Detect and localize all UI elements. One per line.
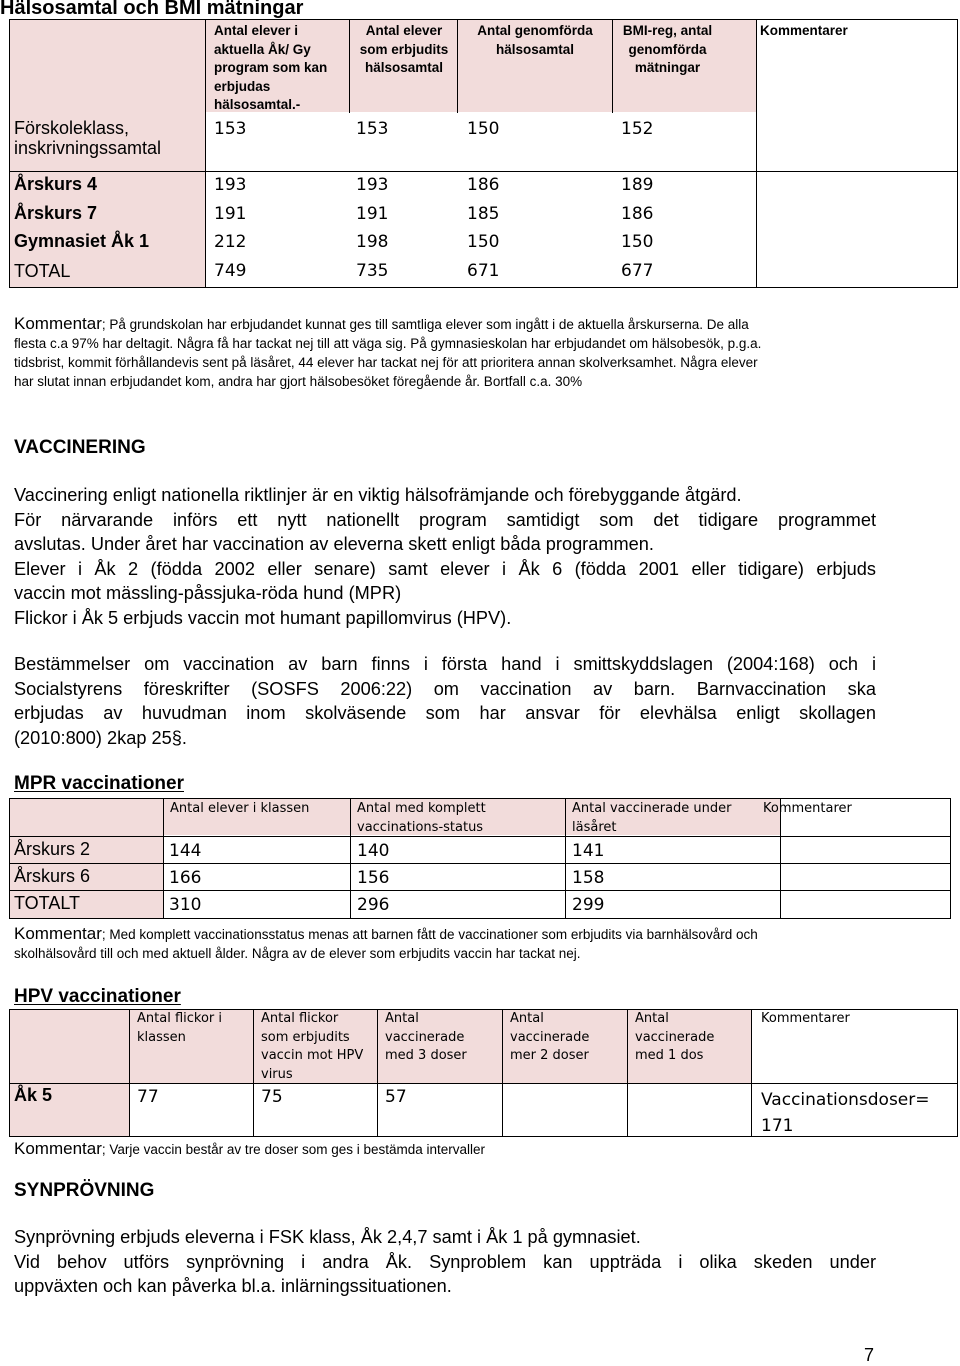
paragraph-line: (2010:800) 2kap 25§. bbox=[14, 727, 187, 748]
page-number: 7 bbox=[864, 1345, 875, 1365]
bmi-comment bbox=[14, 314, 876, 391]
bmi-cell: 677 bbox=[621, 261, 654, 281]
comment-keyword: Kommentar bbox=[14, 314, 102, 333]
comment-text: har slutat innan erbjudandet kom, andra har gjort hälsobesöket föregående år. Bortfall c.a. 30% bbox=[14, 374, 583, 389]
bmi-cell: 671 bbox=[467, 261, 500, 281]
bmi-cell: 749 bbox=[214, 261, 247, 281]
paragraph-line: Flickor i Åk 5 erbjuds vaccin mot humant papillomvirus (HPV). bbox=[14, 607, 512, 628]
bmi-row-label: TOTAL bbox=[14, 261, 71, 281]
hpv-comment bbox=[14, 1139, 485, 1159]
paragraph-line: vaccin mot mässling-påssjuka-röda hund (MPR) bbox=[14, 583, 402, 603]
bmi-cell: 191 bbox=[214, 204, 247, 224]
vaccinering-heading: VACCINERING bbox=[14, 437, 146, 458]
bmi-cell: 193 bbox=[356, 175, 389, 195]
comment-keyword: Kommentar bbox=[14, 924, 102, 943]
synprovning-paragraph bbox=[14, 1225, 876, 1299]
synprovning-heading: SYNPRÖVNING bbox=[14, 1180, 155, 1201]
bmi-cell: 150 bbox=[621, 232, 654, 252]
paragraph-line: Synprövning erbjuds eleverna i FSK klass, Åk 2,4,7 samt i Åk 1 på gymnasiet. bbox=[14, 1227, 641, 1247]
bmi-cell: 152 bbox=[621, 119, 654, 139]
comment-text: tidsbrist, kommit förhållandevis sent på läsåret, 44 elever har tackat nej för att prioritera annan skolverksamhet. Några elever bbox=[14, 355, 758, 370]
hpv-row-label: Åk 5 bbox=[14, 1085, 53, 1105]
mpr-row-label: Årskurs 6 bbox=[14, 866, 91, 886]
paragraph-line: uppväxten och kan påverka bl.a. inlärningssituationen. bbox=[14, 1276, 452, 1296]
mpr-header-comments: Kommentarer bbox=[763, 801, 852, 816]
mpr-cell: 310 bbox=[169, 895, 202, 915]
mpr-cell: 156 bbox=[357, 868, 390, 888]
bmi-cell: 198 bbox=[356, 232, 389, 252]
bmi-cell: 186 bbox=[621, 204, 654, 224]
bmi-header-completed: Antal genomförda hälsosamtal bbox=[477, 23, 593, 57]
bmi-cell: 153 bbox=[356, 119, 389, 139]
bmi-cell: 189 bbox=[621, 175, 654, 195]
bmi-row-label: Årskurs 7 bbox=[14, 203, 98, 223]
hpv-cell: 75 bbox=[261, 1087, 283, 1107]
hpv-header-girls: Antal flickor i klassen bbox=[137, 1011, 222, 1045]
mpr-row-label: TOTALT bbox=[14, 893, 81, 913]
paragraph-line: Vaccinering enligt nationella riktlinjer är en viktig hälsofrämjande och förebyggande åtgärd. bbox=[14, 485, 742, 505]
hpv-heading: HPV vaccinationer bbox=[14, 986, 181, 1007]
hpv-cell: 77 bbox=[137, 1087, 159, 1107]
paragraph-line: Socialstyrens föreskrifter (SOSFS 2006:22) om vaccination av barn. Barnvaccination ska bbox=[14, 678, 876, 699]
bmi-header-offered: Antal elever som erbjudits hälsosamtal bbox=[359, 23, 449, 75]
bmi-row-label: Årskurs 4 bbox=[14, 174, 98, 194]
comment-keyword: Kommentar bbox=[14, 1139, 102, 1158]
bmi-header-comments: Kommentarer bbox=[760, 23, 848, 38]
bmi-cell: 150 bbox=[467, 119, 500, 139]
mpr-cell: 299 bbox=[572, 895, 605, 915]
mpr-cell: 166 bbox=[169, 868, 202, 888]
bmi-row-label: Gymnasiet Åk 1 bbox=[14, 231, 150, 251]
bmi-cell: 150 bbox=[467, 232, 500, 252]
bmi-row-label: Förskoleklass, inskrivningssamtal bbox=[14, 118, 162, 158]
paragraph-line: erbjudas av huvudman inom skolväsende som har ansvar för elevhälsa enligt skollagen bbox=[14, 703, 876, 723]
hpv-header-3-doses: Antal vaccinerade med 3 doser bbox=[385, 1011, 467, 1063]
bmi-cell: 735 bbox=[356, 261, 389, 281]
mpr-header-students: Antal elever i klassen bbox=[170, 801, 310, 816]
bmi-header-measurements: BMI-reg, antal genomförda mätningar bbox=[622, 23, 713, 75]
hpv-header-1-dose: Antal vaccinerade med 1 dos bbox=[635, 1011, 715, 1063]
mpr-cell: 140 bbox=[357, 841, 390, 861]
mpr-cell: 158 bbox=[572, 868, 605, 888]
mpr-cell: 144 bbox=[169, 841, 202, 861]
hpv-header-2-doses: Antal vaccinerade mer 2 doser bbox=[510, 1011, 590, 1063]
mpr-cell: 296 bbox=[357, 895, 390, 915]
bmi-header-eligible: Antal elever i aktuella Åk/ Gy program som kan erbjudas hälsosamtal.- bbox=[214, 23, 328, 112]
mpr-heading: MPR vaccinationer bbox=[14, 773, 184, 794]
bmi-cell: 185 bbox=[467, 204, 500, 224]
comment-text: ; Med komplett vaccinationsstatus menas att barnen fått de vaccinationer som erbjudits via barnhälsovård och bbox=[101, 927, 758, 942]
bmi-cell: 212 bbox=[214, 232, 247, 252]
vaccinering-law-paragraph bbox=[14, 652, 876, 750]
hpv-cell: 57 bbox=[385, 1087, 407, 1107]
comment-text: skolhälsovård till och med aktuell ålder. Några av de elever som erbjudits vaccin har tackat nej. bbox=[14, 946, 581, 961]
hpv-header-comments: Kommentarer bbox=[761, 1011, 850, 1026]
bmi-cell: 186 bbox=[467, 175, 500, 195]
mpr-cell: 141 bbox=[572, 841, 605, 861]
bmi-cell: 191 bbox=[356, 204, 389, 224]
mpr-row-label: Årskurs 2 bbox=[14, 839, 91, 859]
paragraph-line: Bestämmelser om vaccination av barn finns i första hand i smittskyddslagen (2004:168) och i bbox=[14, 654, 876, 674]
vaccinering-paragraph bbox=[14, 483, 876, 630]
paragraph-line: Vid behov utförs synprövning i andra Åk. Synproblem kan uppträda i olika skeden under bbox=[14, 1251, 876, 1272]
paragraph-line: avslutas. Under året har vaccination av eleverna skett enligt båda programmen. bbox=[14, 534, 654, 554]
mpr-header-complete: Antal med komplett vaccinations-status bbox=[357, 801, 486, 835]
mpr-comment bbox=[14, 924, 904, 963]
comment-text: ; Varje vaccin består av tre doser som ges i bestämda intervaller bbox=[101, 1142, 486, 1157]
paragraph-line: Elever i Åk 2 (födda 2002 eller senare) samt elever i Åk 6 (födda 2001 eller tidigare) erbjuds bbox=[14, 558, 876, 579]
mpr-header-vaccinated: Antal vaccinerade under läsåret bbox=[572, 801, 732, 835]
bmi-cell: 193 bbox=[214, 175, 247, 195]
comment-text: flesta c.a 97% har deltagit. Några få har tackat nej till att väga sig. På gymnasieskolan har erbjudandet om hälsobesök, p.g.a. bbox=[14, 336, 762, 351]
bmi-cell: 153 bbox=[214, 119, 247, 139]
paragraph-line: För närvarande införs ett nytt nationellt program samtidigt som det tidigare programmet bbox=[14, 509, 876, 530]
comment-text: ; På grundskolan har erbjudandet kunnat ges till samtliga elever som ingått i de aktuella årskurserna. De alla bbox=[101, 317, 749, 332]
hpv-header-offered: Antal flickor som erbjudits vaccin mot HPV virus bbox=[261, 1011, 364, 1082]
hpv-comment-cell: Vaccinationsdoser= 171 bbox=[761, 1090, 930, 1136]
page-title: Hälsosamtal och BMI mätningar bbox=[0, 0, 304, 19]
